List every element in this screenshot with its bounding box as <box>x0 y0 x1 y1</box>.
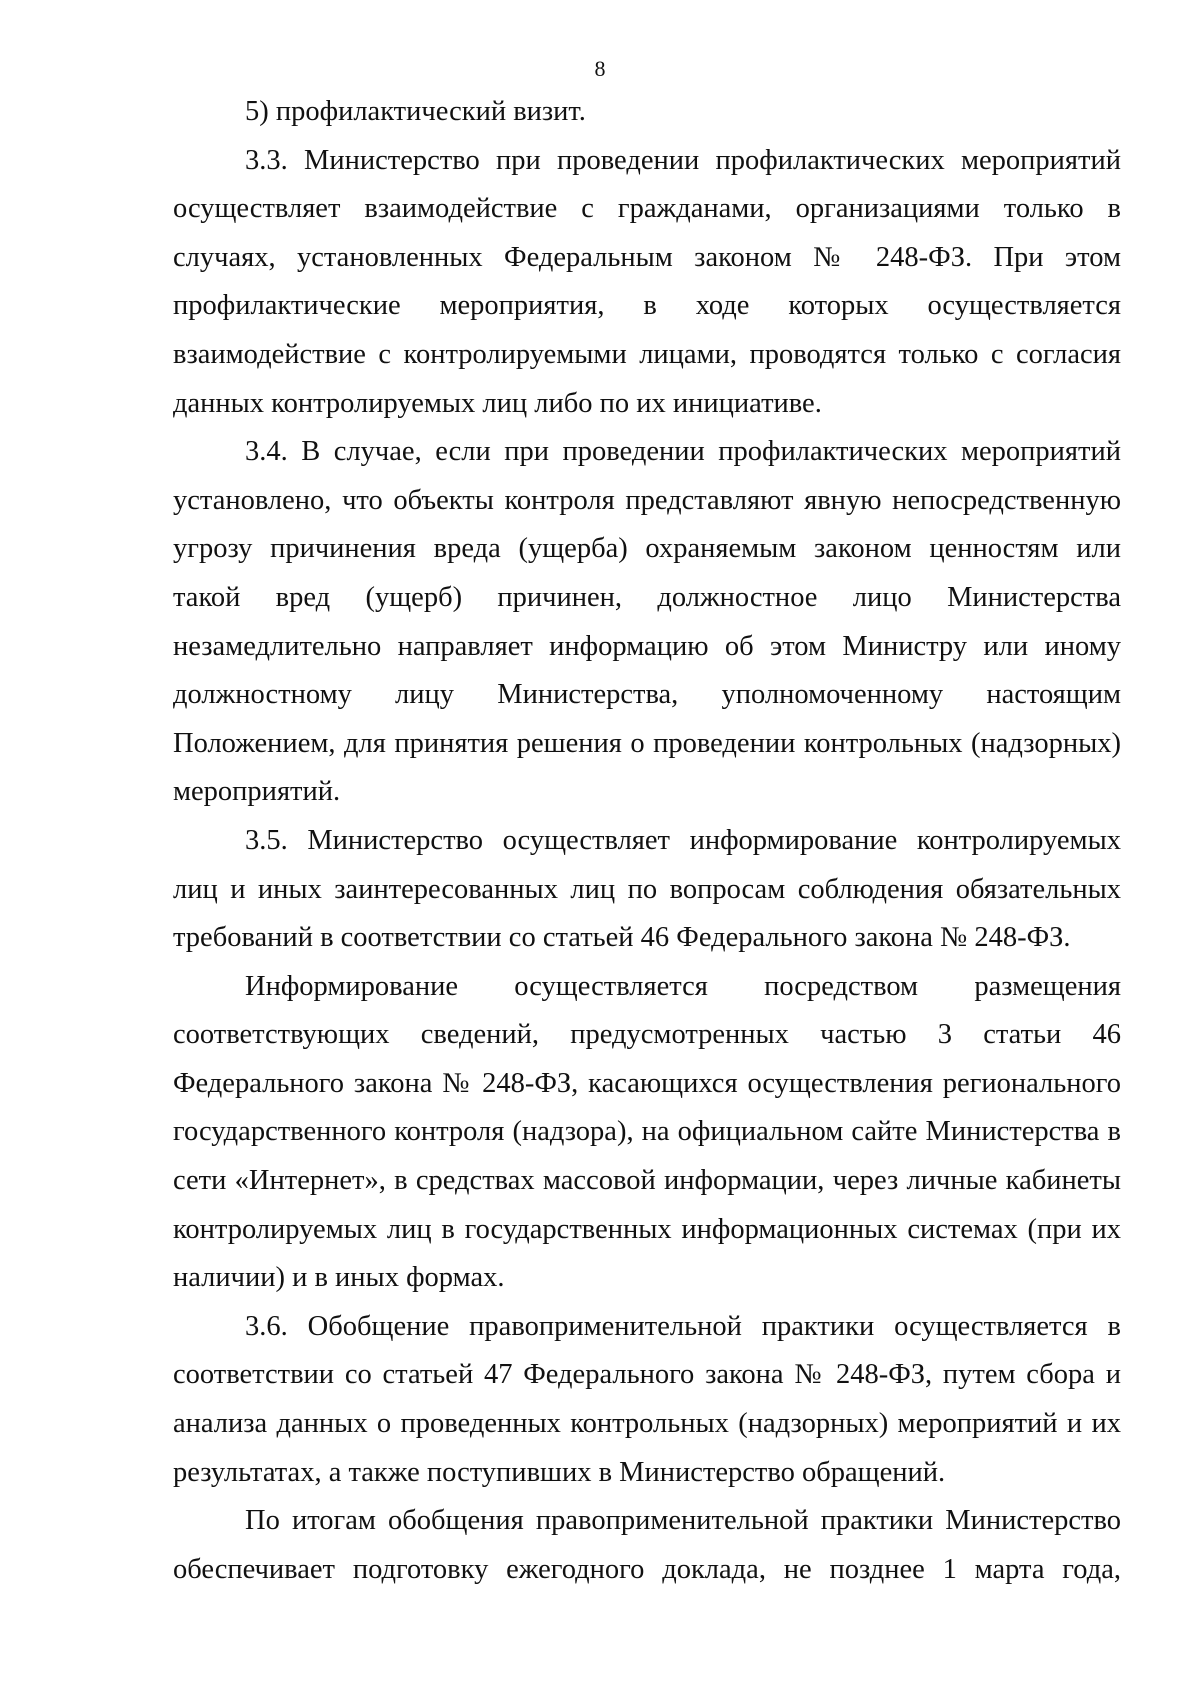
paragraph-3-5: 3.5. Министерство осуществляет информирование контролируемых лиц и иных заинтересованных лиц по вопросам соблюдения обязательных требований в соответствии со статьей 46 Федерального закона № 248-ФЗ. <box>173 824 1121 954</box>
paragraph-list-item-5: 5) профилактический визит. <box>245 96 586 127</box>
paragraph-3-4: 3.4. В случае, если при проведении профилактических мероприятий установлено, что объекты контроля представляют явную непосредственную угрозу причинения вреда (ущерба) охраняемым законом ценностям или такой вред (ущерб) причинен, должностное лицо Министерства незамедлительно направляет информацию об этом Министру или иному должностному лицу Министерства, уполномоченному настоящим Положением, для принятия решения о проведении контрольных (надзорных) мероприятий. <box>173 436 1121 808</box>
page-number: 8 <box>594 56 606 81</box>
paragraph-3-3: 3.3. Министерство при проведении профилактических мероприятий осуществляет взаимодействие с гражданами, организациями только в случаях, установленных Федеральным законом № 248-ФЗ. При этом профилактические мероприятия, в ходе которых осуществляется взаимодействие с контролируемыми лицами, проводятся только с согласия данных контролируемых лиц либо по их инициативе. <box>173 144 1121 419</box>
document-body <box>173 88 1121 1594</box>
paragraph-annual-report: По итогам обобщения правоприменительной практики Министерство обеспечивает подготовку ежегодного доклада, не позднее 1 марта года, <box>173 1505 1121 1585</box>
paragraph-3-6: 3.6. Обобщение правоприменительной практики осуществляется в соответствии со статьей 47 Федерального закона № 248-ФЗ, путем сбора и анализа данных о проведенных контрольных (надзорных) мероприятий и их результатах, а также поступивших в Министерство обращений. <box>173 1310 1121 1488</box>
paragraph-informing: Информирование осуществляется посредством размещения соответствующих сведений, предусмотренных частью 3 статьи 46 Федерального закона № 248-ФЗ, касающихся осуществления регионального государственного контроля (надзора), на официальном сайте Министерства в сети «Интернет», в средствах массовой информации, через личные кабинеты контролируемых лиц в государственных информационных системах (при их наличии) и в иных формах. <box>173 970 1121 1294</box>
